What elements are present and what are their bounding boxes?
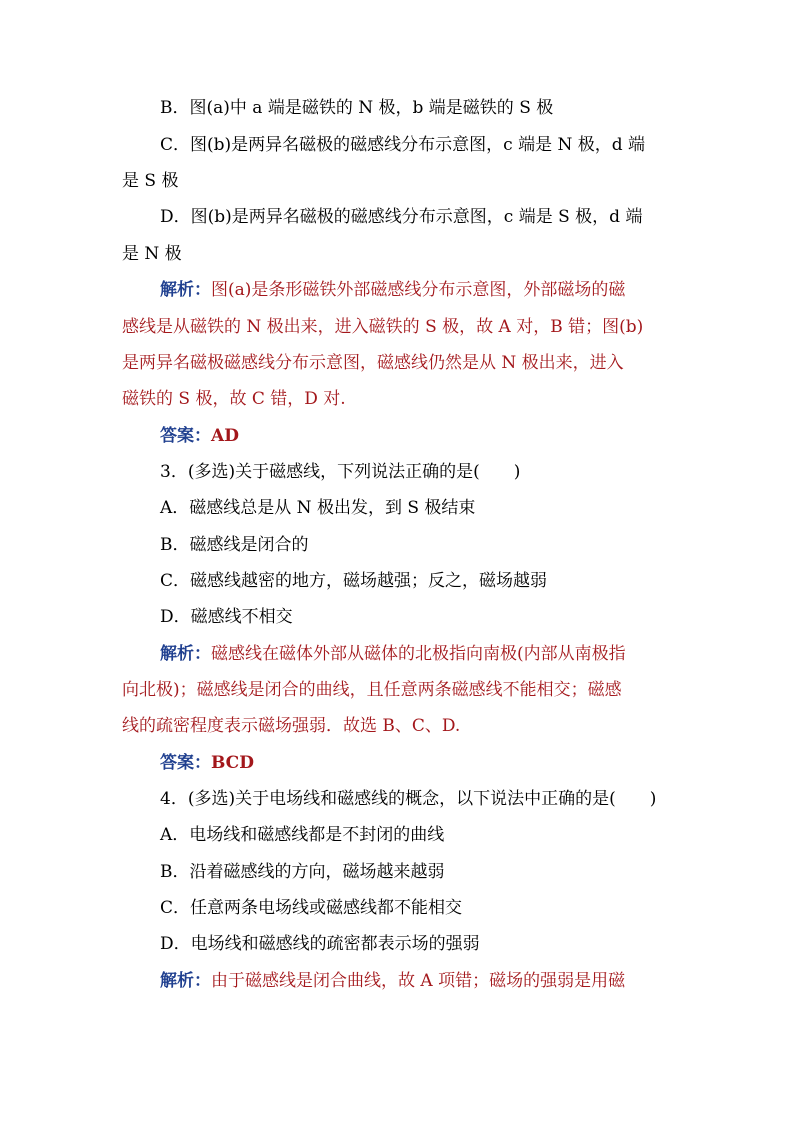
q3-explanation-line2: 向北极)；磁感线是闭合的曲线，且任意两条磁感线不能相交；磁感 bbox=[122, 680, 622, 700]
q2-explanation-text1: 图(a)是条形磁铁外部磁感线分布示意图，外部磁场的磁 bbox=[211, 280, 626, 300]
q3-option-c: C．磁感线越密的地方，磁场越强；反之，磁场越弱 bbox=[160, 571, 548, 591]
q4-explanation-line1 bbox=[0, 970, 794, 992]
q2-option-c-line2: 是 S 极 bbox=[122, 171, 179, 191]
q4-option-b: B．沿着磁感线的方向，磁场越来越弱 bbox=[160, 862, 445, 882]
q3-explanation-line3: 线的疏密程度表示磁场强弱．故选 B、C、D. bbox=[122, 716, 461, 736]
q4-stem: 4．(多选)关于电场线和磁感线的概念，以下说法中正确的是( ) bbox=[160, 789, 657, 809]
q4-option-d: D．电场线和磁感线的疏密都表示场的强弱 bbox=[160, 934, 480, 954]
q2-answer-value: AD bbox=[211, 426, 239, 446]
q2-answer bbox=[0, 425, 794, 447]
q2-option-d-line1: D．图(b)是两异名磁极的磁感线分布示意图，c 端是 S 极，d 端 bbox=[160, 207, 643, 227]
q3-option-b: B．磁感线是闭合的 bbox=[160, 535, 309, 555]
q2-explanation-line1 bbox=[0, 279, 794, 301]
q3-explanation-text1: 磁感线在磁体外部从磁体的北极指向南极(内部从南极指 bbox=[211, 644, 626, 664]
q2-option-b: B．图(a)中 a 端是磁铁的 N 极，b 端是磁铁的 S 极 bbox=[160, 98, 554, 118]
q4-option-c: C．任意两条电场线或磁感线都不能相交 bbox=[160, 898, 463, 918]
q4-explanation-text1: 由于磁感线是闭合曲线，故 A 项错；磁场的强弱是用磁 bbox=[211, 971, 626, 991]
q3-answer bbox=[0, 752, 794, 774]
q3-option-d: D．磁感线不相交 bbox=[160, 607, 293, 627]
q3-explanation-label: 解析： bbox=[160, 644, 211, 664]
q2-explanation-line2: 感线是从磁铁的 N 极出来，进入磁铁的 S 极，故 A 对，B 错；图(b) bbox=[122, 317, 644, 337]
q2-answer-label: 答案： bbox=[160, 426, 211, 446]
q2-option-d-line2: 是 N 极 bbox=[122, 244, 182, 264]
q2-option-c-line1: C．图(b)是两异名磁极的磁感线分布示意图，c 端是 N 极，d 端 bbox=[160, 135, 646, 155]
q3-option-a: A．磁感线总是从 N 极出发，到 S 极结束 bbox=[160, 498, 476, 518]
q4-explanation-label: 解析： bbox=[160, 971, 211, 991]
q2-explanation-label: 解析： bbox=[160, 280, 211, 300]
q3-stem: 3．(多选)关于磁感线，下列说法正确的是( ) bbox=[160, 462, 521, 482]
q3-explanation-line1 bbox=[0, 643, 794, 665]
q2-explanation-line3: 是两异名磁极磁感线分布示意图，磁感线仍然是从 N 极出来，进入 bbox=[122, 353, 624, 373]
q3-answer-value: BCD bbox=[211, 753, 254, 773]
q3-answer-label: 答案： bbox=[160, 753, 211, 773]
q4-option-a: A．电场线和磁感线都是不封闭的曲线 bbox=[160, 825, 445, 845]
q2-explanation-line4: 磁铁的 S 极，故 C 错，D 对. bbox=[122, 389, 346, 409]
